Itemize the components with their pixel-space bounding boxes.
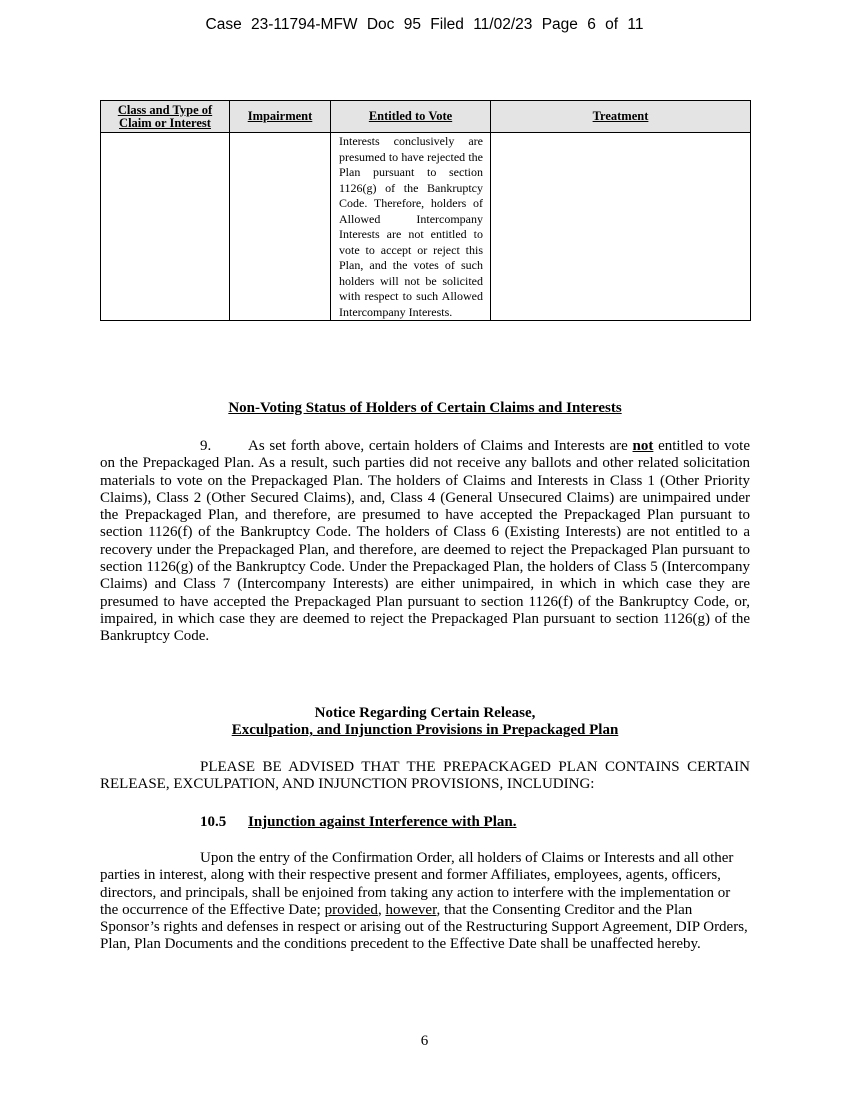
injunction-paragraph: Upon the entry of the Confirmation Order, all holders of Claims or Interests and all other parties in interest, along with their respective present and former Affiliates, employees, agents, officers, directors, and principals, shall be enjoined from taking any action to interfere with the implementation or the occurrence of the Effective Date; provided, however, that the Consenting Creditor and the Plan Sponsor’s rights and defenses in respect or arising out of the Restructuring Support Agreement, DIP Orders, Plan, Plan Documents and the conditions precedent to the Effective Date shall be unaffected hereby. [100, 850, 748, 953]
table-header-row [101, 101, 751, 133]
filing-header [0, 16, 849, 34]
table-row [101, 133, 751, 321]
emphasis-not: not [632, 438, 654, 454]
column-header-entitled: Entitled to Vote [331, 101, 491, 133]
column-header-class: Class and Type of Claim or Interest [101, 101, 230, 133]
subsection-title: Injunction against Interference with Plan. [248, 814, 517, 830]
paragraph-9: 9. As set forth above, certain holders of Claims and Interests are not entitled to vote on the Prepackaged Plan. As a result, such parties did not receive any ballots and other related solicitation materials to vote on the Prepackaged Plan. The holders of Claims and Interests in Class 1 (Other Priority Claims), Class 2 (Other Secured Claims), and, Class 4 (General Unsecured Claims) are unimpaired under the Prepackaged Plan, and therefore, are presumed to have accepted the Prepackaged Plan pursuant to section 1126(f) of the Bankruptcy Code. The holders of Class 6 (Existing Interests) are not entitled to a recovery under the Prepackaged Plan, and therefore, are deemed to reject the Prepackaged Plan pursuant to section 1126(g) of the Bankruptcy Code. Under the Prepackaged Plan, the holders of Class 5 (Intercompany Claims) and Class 7 (Intercompany Interests) are either unimpaired, in which in which case they are presumed to have accepted the Prepackaged Plan pursuant to section 1126(f) of the Bankruptcy Code, or, impaired, in which case they are deemed to reject the Prepackaged Plan pursuant to section 1126(g) of the Bankruptcy Code. [100, 438, 750, 645]
however-term: however [385, 901, 437, 918]
paragraph-number: 9. [200, 438, 212, 454]
section-heading-non-voting: Non-Voting Status of Holders of Certain Claims and Interests [228, 400, 622, 416]
cell-class [101, 133, 230, 321]
subsection-number: 10.5 [200, 814, 227, 830]
cell-entitled-to-vote: Interests conclusively are presumed to have rejected the Plan pursuant to section 1126(g) of the Bankruptcy Code. Therefore, holders of Allowed Intercompany Interests are not entitled to vote to accept or reject this Plan, and the votes of such holders will not be solicited with respect to such Allowed Intercompany Interests. [331, 133, 491, 321]
page-of: Page 6 of 11 [541, 16, 644, 33]
provided-term: provided [324, 901, 378, 918]
column-header-treatment: Treatment [491, 101, 751, 133]
case-number: Case 23-11794-MFW [205, 16, 358, 33]
cell-impairment [230, 133, 331, 321]
subsection-heading-10-5 [200, 814, 516, 831]
column-header-impairment: Impairment [230, 101, 331, 133]
filed-date: Filed 11/02/23 [430, 16, 533, 33]
classification-table [100, 100, 751, 321]
advisory-paragraph: PLEASE BE ADVISED THAT THE PREPACKAGED PLAN CONTAINS CERTAIN RELEASE, EXCULPATION, AND INJUNCTION PROVISIONS, INCLUDING: [100, 759, 750, 793]
doc-number: Doc 95 [366, 16, 421, 33]
page-number: 6 [420, 1033, 429, 1049]
cell-treatment [491, 133, 751, 321]
section-heading-notice: Notice Regarding Certain Release, Exculpation, and Injunction Provisions in Prepackaged Plan [231, 705, 619, 738]
